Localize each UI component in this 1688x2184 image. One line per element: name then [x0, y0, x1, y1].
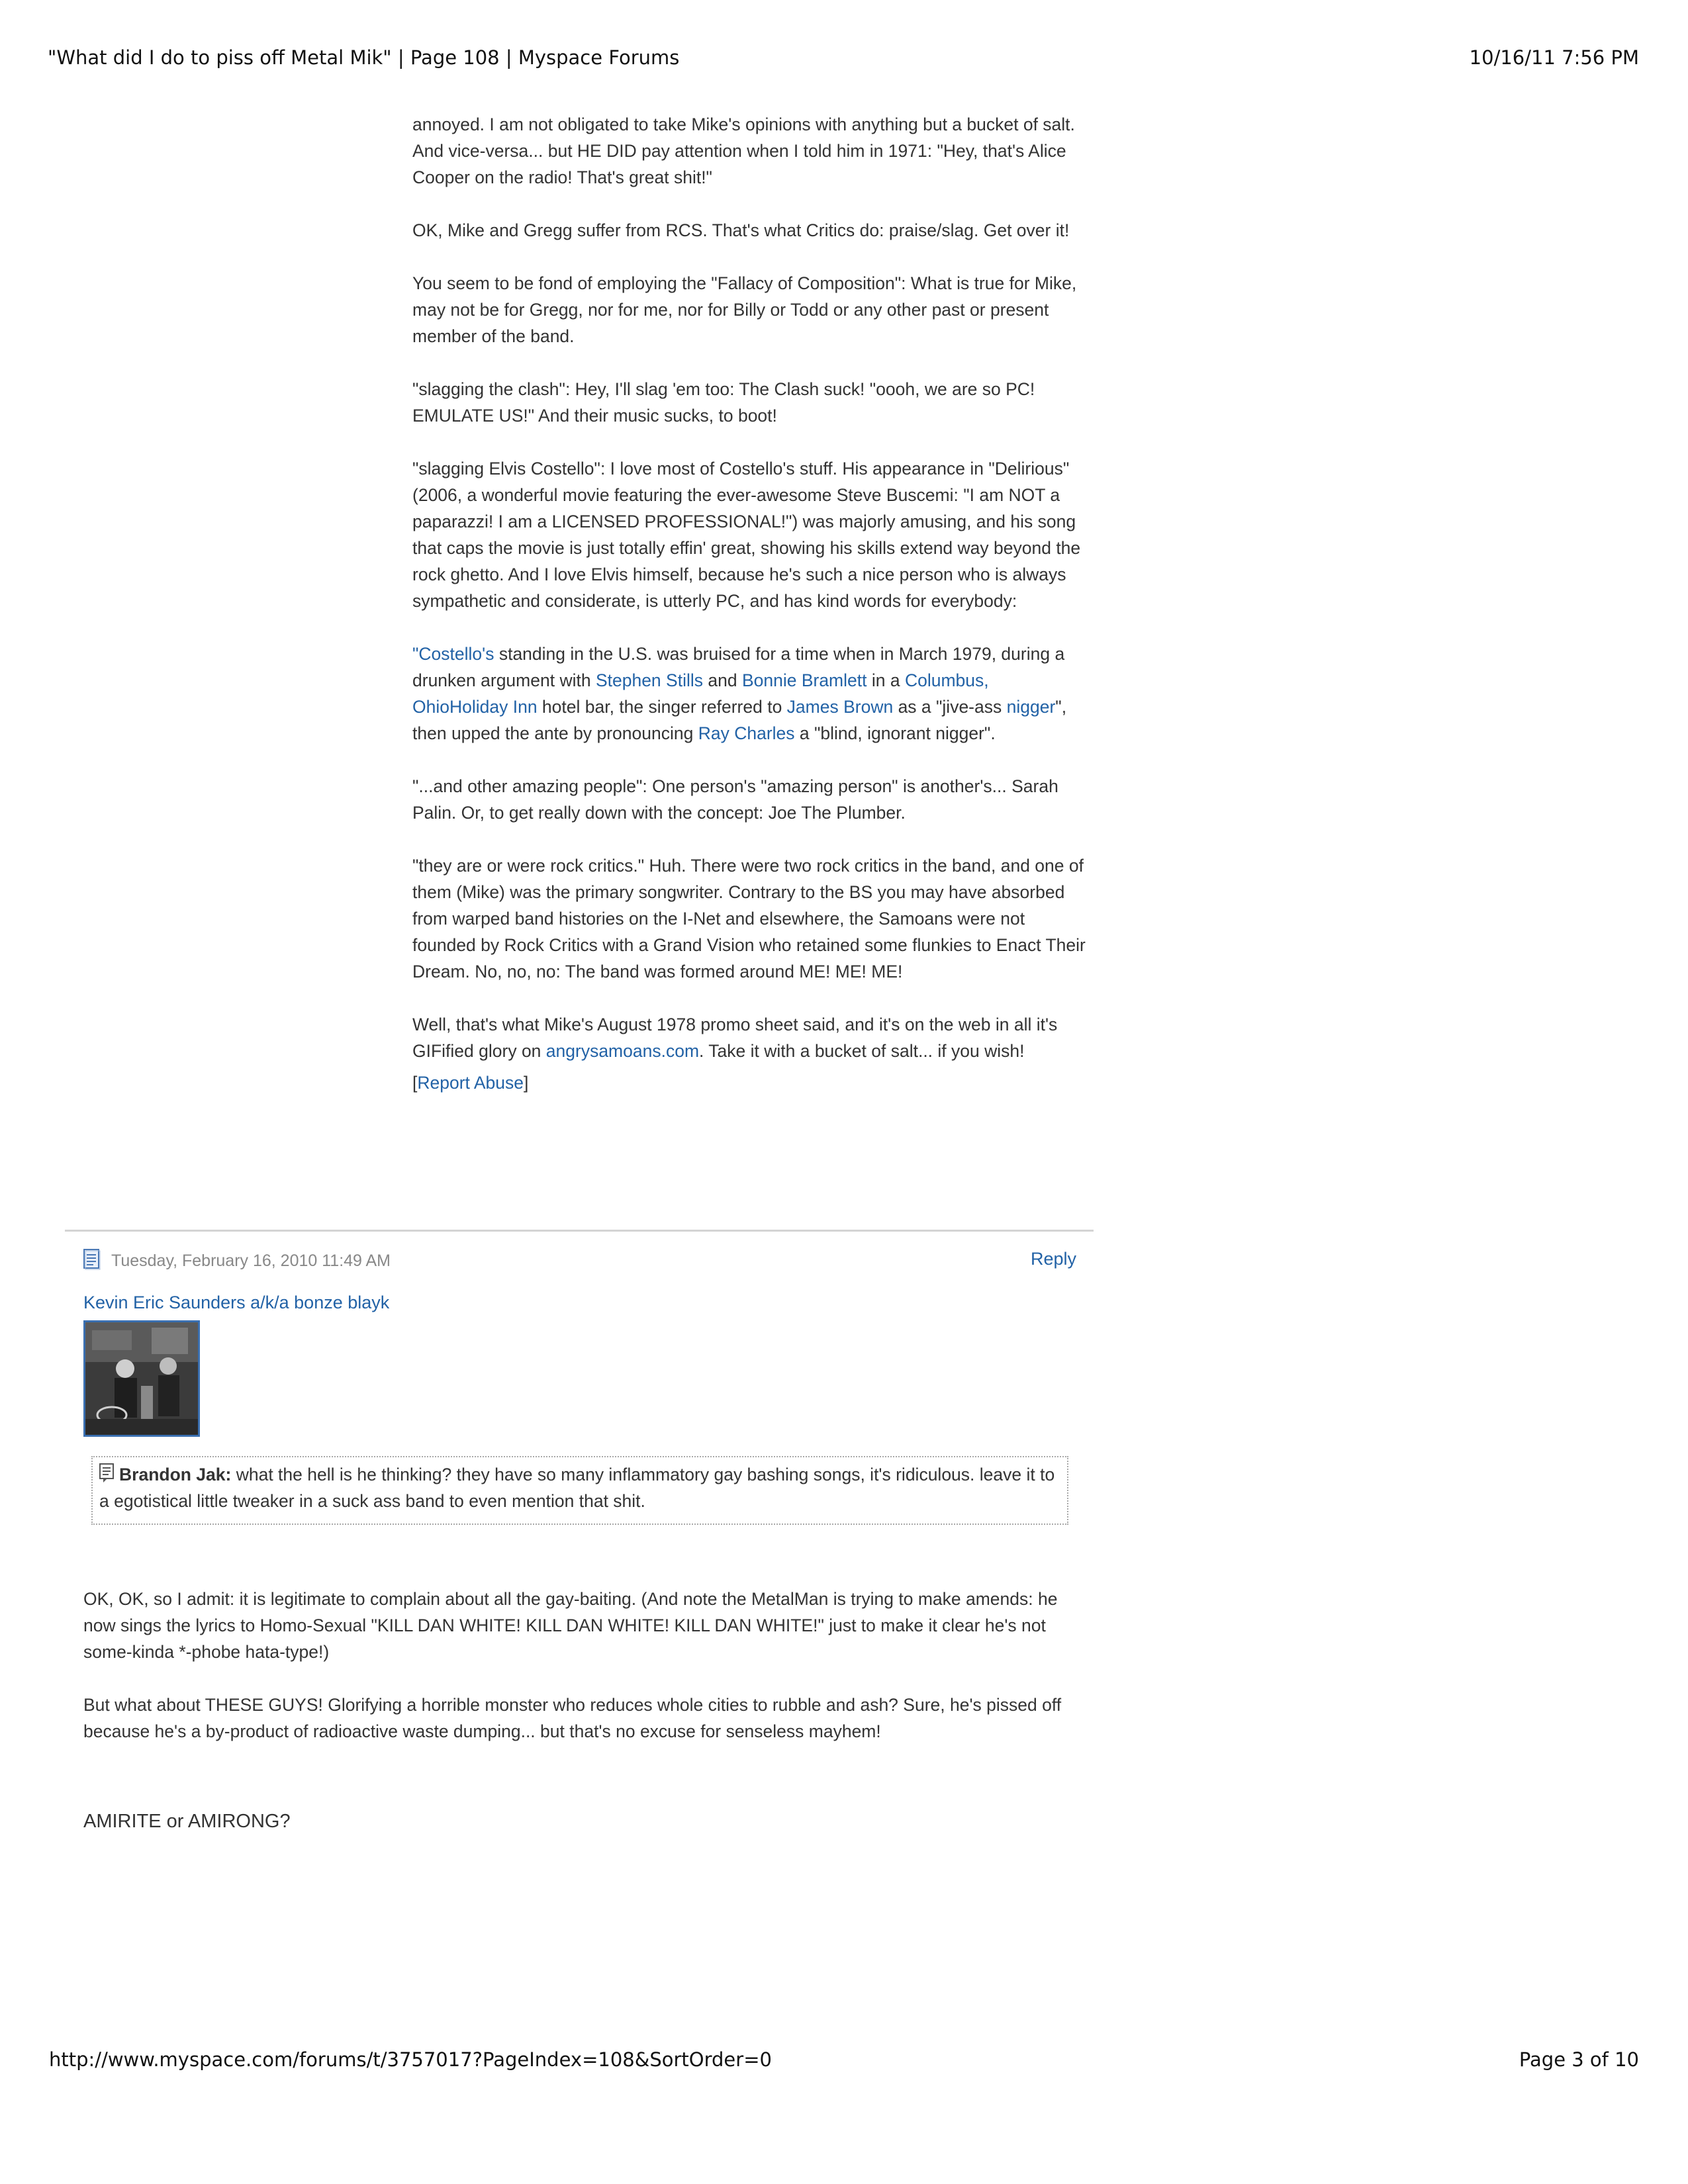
link-nigger[interactable]: nigger [1006, 697, 1056, 717]
post-paragraph: "slagging Elvis Costello": I love most of Costello's stuff. His appearance in "Delirious" (2006, a wonderful movie featuring the ever-awesome Steve Buscemi: "I am NOT a paparazzi! I am a LICENSED PROFESSIONAL!") was majorly amusing, and his song that caps the movie is just totally effin' great, showing his skills extend way beyond the rock ghetto. And I love Elvis himself, because he's such a nice person who is always sympathetic and considerate, is utterly PC, and has kind words for everybody: [412, 459, 1081, 611]
text-span: in a [867, 670, 905, 690]
reply-meta [83, 1249, 1076, 1275]
link-angrysamoans[interactable]: angrysamoans.com [545, 1041, 700, 1061]
post-paragraph: "they are or were rock critics." Huh. There were two rock critics in the band, and one of them (Mike) was the primary songwriter. Contrary to the BS you may have absorbed from warped band histories on the I-Net and elsewhere, the Samoans were not founded by Rock Critics with a Grand Vision who retained some flunkies to Enact Their Dream. No, no, no: The band was formed around ME! ME! ME! [412, 856, 1086, 981]
quote-text: what the hell is he thinking? they have so many inflammatory gay bashing songs, it's ridiculous. leave it to a egotistical little tweaker in a suck ass band to even mention that shit. [99, 1465, 1055, 1511]
document-icon [83, 1249, 101, 1270]
avatar-photo [85, 1322, 198, 1435]
text-span: as a "jive-ass [893, 697, 1007, 717]
post-date: Tuesday, February 16, 2010 11:49 AM [111, 1251, 391, 1270]
reply-paragraph: But what about THESE GUYS! Glorifying a horrible monster who reduces whole cities to rubble and ash? Sure, he's pissed off because he's a by-product of radioactive waste dumping... but that's no excuse for senseless mayhem! [83, 1695, 1062, 1741]
post-paragraph: OK, Mike and Gregg suffer from RCS. That's what Critics do: praise/slag. Get over it! [412, 220, 1070, 240]
post-paragraph: annoyed. I am not obligated to take Mike's opinions with anything but a bucket of salt. And vice-versa... but HE DID pay attention when I told him in 1971: "Hey, that's Alice Cooper on the radio! That's great shit!" [412, 114, 1075, 187]
post-paragraph [412, 1011, 1088, 1064]
quote-author: Brandon Jak: [119, 1465, 232, 1484]
closing-line: AMIRITE or AMIRONG? [83, 1811, 291, 1832]
post-paragraph: "slagging the clash": Hey, I'll slag 'em too: The Clash suck! "oooh, we are so PC! EMULATE US!" And their music sucks, to boot! [412, 379, 1035, 426]
link-james-brown[interactable]: James Brown [786, 697, 894, 717]
link-ray-charles[interactable]: Ray Charles [698, 723, 795, 743]
reply-body [83, 1586, 1090, 1771]
text-span: . Take it with a bucket of salt... if you wish! [699, 1041, 1025, 1061]
page-number: Page 3 of 10 [1519, 2048, 1639, 2071]
bracket: ] [523, 1073, 529, 1093]
link-costello[interactable]: "Costello's [412, 644, 494, 664]
print-url: http://www.myspace.com/forums/t/3757017?PageIndex=108&SortOrder=0 [49, 2048, 772, 2071]
text-span: hotel bar, the singer referred to [537, 697, 787, 717]
reply-paragraph: OK, OK, so I admit: it is legitimate to complain about all the gay-baiting. (And note the MetalMan is trying to make amends: he now sings the lyrics to Homo-Sexual "KILL DAN WHITE! KILL DAN WHITE! KILL DAN WHITE!" just to make it clear he's not some-kinda *-phobe hata-type!) [83, 1589, 1058, 1662]
post-body [412, 111, 1088, 1096]
link-columbus-ohio[interactable]: Columbus, Ohio [412, 670, 989, 717]
post-paragraph: "...and other amazing people": One person's "amazing person" is another's... Sarah Palin. Or, to get really down with the concept: Joe The Plumber. [412, 776, 1058, 823]
link-stephen-stills[interactable]: Stephen Stills [595, 670, 703, 690]
bracket: [ [412, 1073, 418, 1093]
report-abuse [412, 1069, 1088, 1096]
link-holiday-inn[interactable]: Holiday Inn [449, 697, 538, 717]
page-title: "What did I do to piss off Metal Mik" | Page 108 | Myspace Forums [48, 46, 680, 69]
post-divider [65, 1230, 1094, 1232]
post-paragraph: You seem to be fond of employing the "Fallacy of Composition": What is true for Mike, may not be for Gregg, nor for me, nor for Billy or Todd or any other past or present member of the band. [412, 273, 1077, 346]
author-link[interactable]: Kevin Eric Saunders a/k/a bonze blayk [83, 1293, 390, 1312]
text-span: a "blind, ignorant nigger". [794, 723, 996, 743]
reply-button[interactable]: Reply [1030, 1249, 1076, 1269]
link-bonnie-bramlett[interactable]: Bonnie Bramlett [741, 670, 867, 690]
text-span: and [702, 670, 742, 690]
report-abuse-link[interactable]: Report Abuse [417, 1073, 524, 1093]
text-span: Well, that's what Mike's August 1978 promo sheet said, and it's on the web in all it's GIFified glory on [412, 1015, 1058, 1061]
avatar[interactable] [83, 1320, 200, 1437]
quote-box [91, 1456, 1068, 1525]
text-span: standing in the U.S. was bruised for a time when in March 1979, during a drunken argument with [412, 644, 1065, 690]
print-timestamp: 10/16/11 7:56 PM [1469, 46, 1639, 69]
text-span: ", then upped the ante by pronouncing [412, 697, 1067, 743]
quoted-wiki-paragraph [412, 641, 1088, 747]
quote-icon [99, 1463, 115, 1483]
